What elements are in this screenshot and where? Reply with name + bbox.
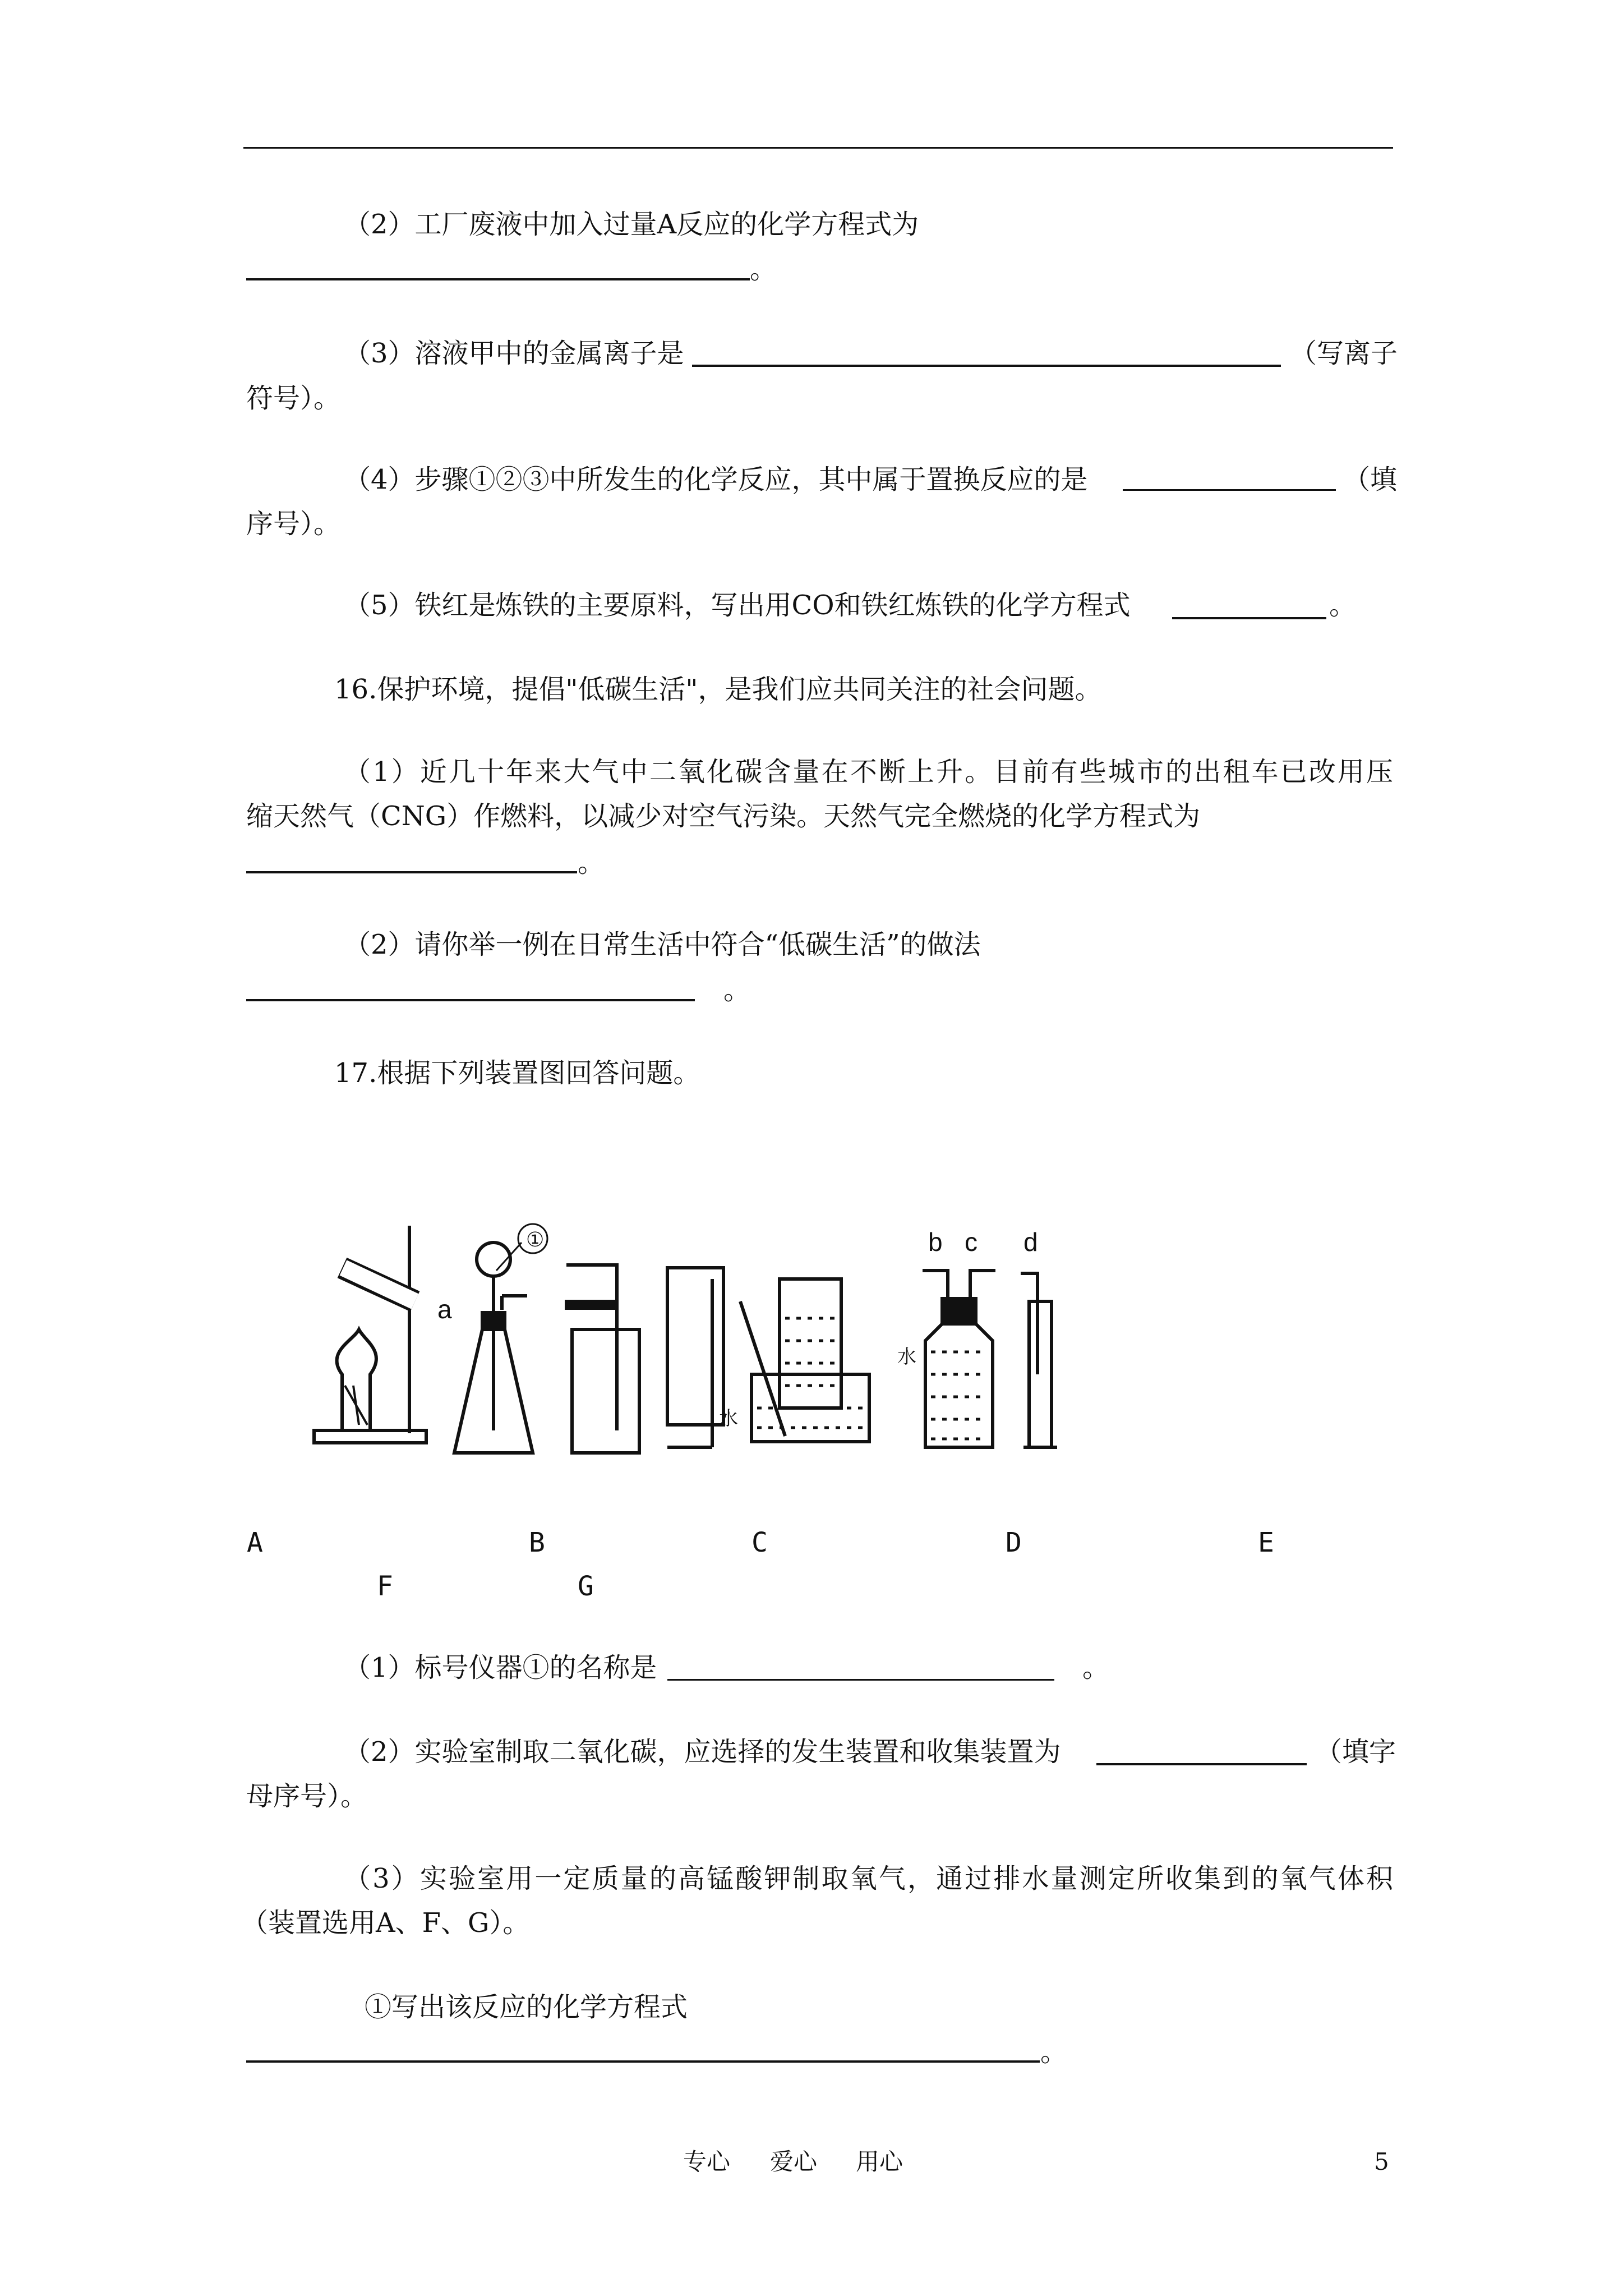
q17-part2-tail: （填字 [1315,1736,1396,1768]
q15-part3-line2: 符号）。 [246,383,341,414]
period: 。 [723,974,751,1006]
q15-part3-tail: （写离子 [1290,338,1398,369]
period: 。 [578,847,605,878]
period: 。 [1329,590,1357,621]
footer-motto: 爱心 [770,2148,818,2175]
period: 。 [750,254,777,285]
answer-blank [667,1679,1054,1681]
q16-part2: （2）请你举一例在日常生活中符合“低碳生活”的做法 [344,929,981,960]
q17-part3-line2: （装置选用A、F、G）。 [241,1907,530,1939]
answer-blank [246,2060,1040,2063]
answer-blank [692,365,1281,367]
q16-part1-line1: （1）近几十年来大气中二氧化碳含量在不断上升。目前有些城市的出租车已改用压 [344,756,1393,788]
answer-blank [246,999,695,1001]
q15-part2: （2）工厂废液中加入过量A反应的化学方程式为 [344,209,919,240]
q15-part5: （5）铁红是炼铁的主要原料，写出用CO和铁红炼铁的化学方程式 [344,590,1131,621]
label-1: ① [526,1228,545,1251]
page-number: 5 [1374,2148,1389,2175]
apparatus-c [566,1265,639,1453]
label-water: 水 [897,1346,916,1368]
label-D: D [1006,1527,1022,1558]
q17-part1: （1）标号仪器①的名称是 [344,1652,657,1683]
apparatus-d [667,1268,723,1447]
apparatus-b [454,1224,547,1453]
apparatus-g [1021,1227,1057,1447]
q15-part4-tail: （填 [1343,464,1398,495]
label-b: b [928,1227,943,1257]
label-F: F [377,1571,393,1602]
apparatus-figure [303,1217,1396,1470]
footer-motto: 用心 [856,2148,903,2175]
q17-part2-line2: 母序号）。 [246,1780,368,1812]
q17-title: 17.根据下列装置图回答问题。 [334,1057,700,1089]
q16-part1-line2: 缩天然气（CNG）作燃料，以减少对空气污染。天然气完全燃烧的化学方程式为 [246,800,1201,832]
q17-part3-line1: （3）实验室用一定质量的高锰酸钾制取氧气，通过排水量测定所收集到的氧气体积 [344,1863,1393,1894]
label-a: a [437,1295,452,1324]
apparatus-f [897,1227,995,1447]
q15-part4: （4）步骤①②③中所发生的化学反应，其中属于置换反应的是 [344,464,1088,495]
answer-blank [246,871,577,873]
apparatus-a [314,1226,452,1443]
label-G: G [578,1571,594,1602]
label-E: E [1258,1527,1274,1558]
label-water: 水 [719,1408,738,1429]
period: 。 [1040,2036,1068,2068]
answer-blank [246,278,750,280]
q17-sub1: ①写出该反应的化学方程式 [365,1991,688,2023]
header-rule [243,147,1393,149]
label-C: C [751,1527,768,1558]
apparatus-e [719,1279,869,1442]
q16-title: 16.保护环境，提倡"低碳生活"，是我们应共同关注的社会问题。 [334,674,1102,705]
label-c: c [965,1227,978,1257]
period: 。 [1082,1652,1110,1683]
answer-blank [1123,489,1336,491]
footer-motto: 专心 [683,2148,731,2175]
answer-blank [1172,617,1326,619]
label-d: d [1023,1227,1038,1257]
answer-blank [1096,1763,1307,1765]
q15-part4-line2: 序号）。 [246,508,341,540]
q17-part2: （2）实验室制取二氧化碳，应选择的发生装置和收集装置为 [344,1736,1061,1768]
q15-part3: （3）溶液甲中的金属离子是 [344,338,684,369]
label-A: A [247,1527,263,1558]
label-B: B [529,1527,545,1558]
